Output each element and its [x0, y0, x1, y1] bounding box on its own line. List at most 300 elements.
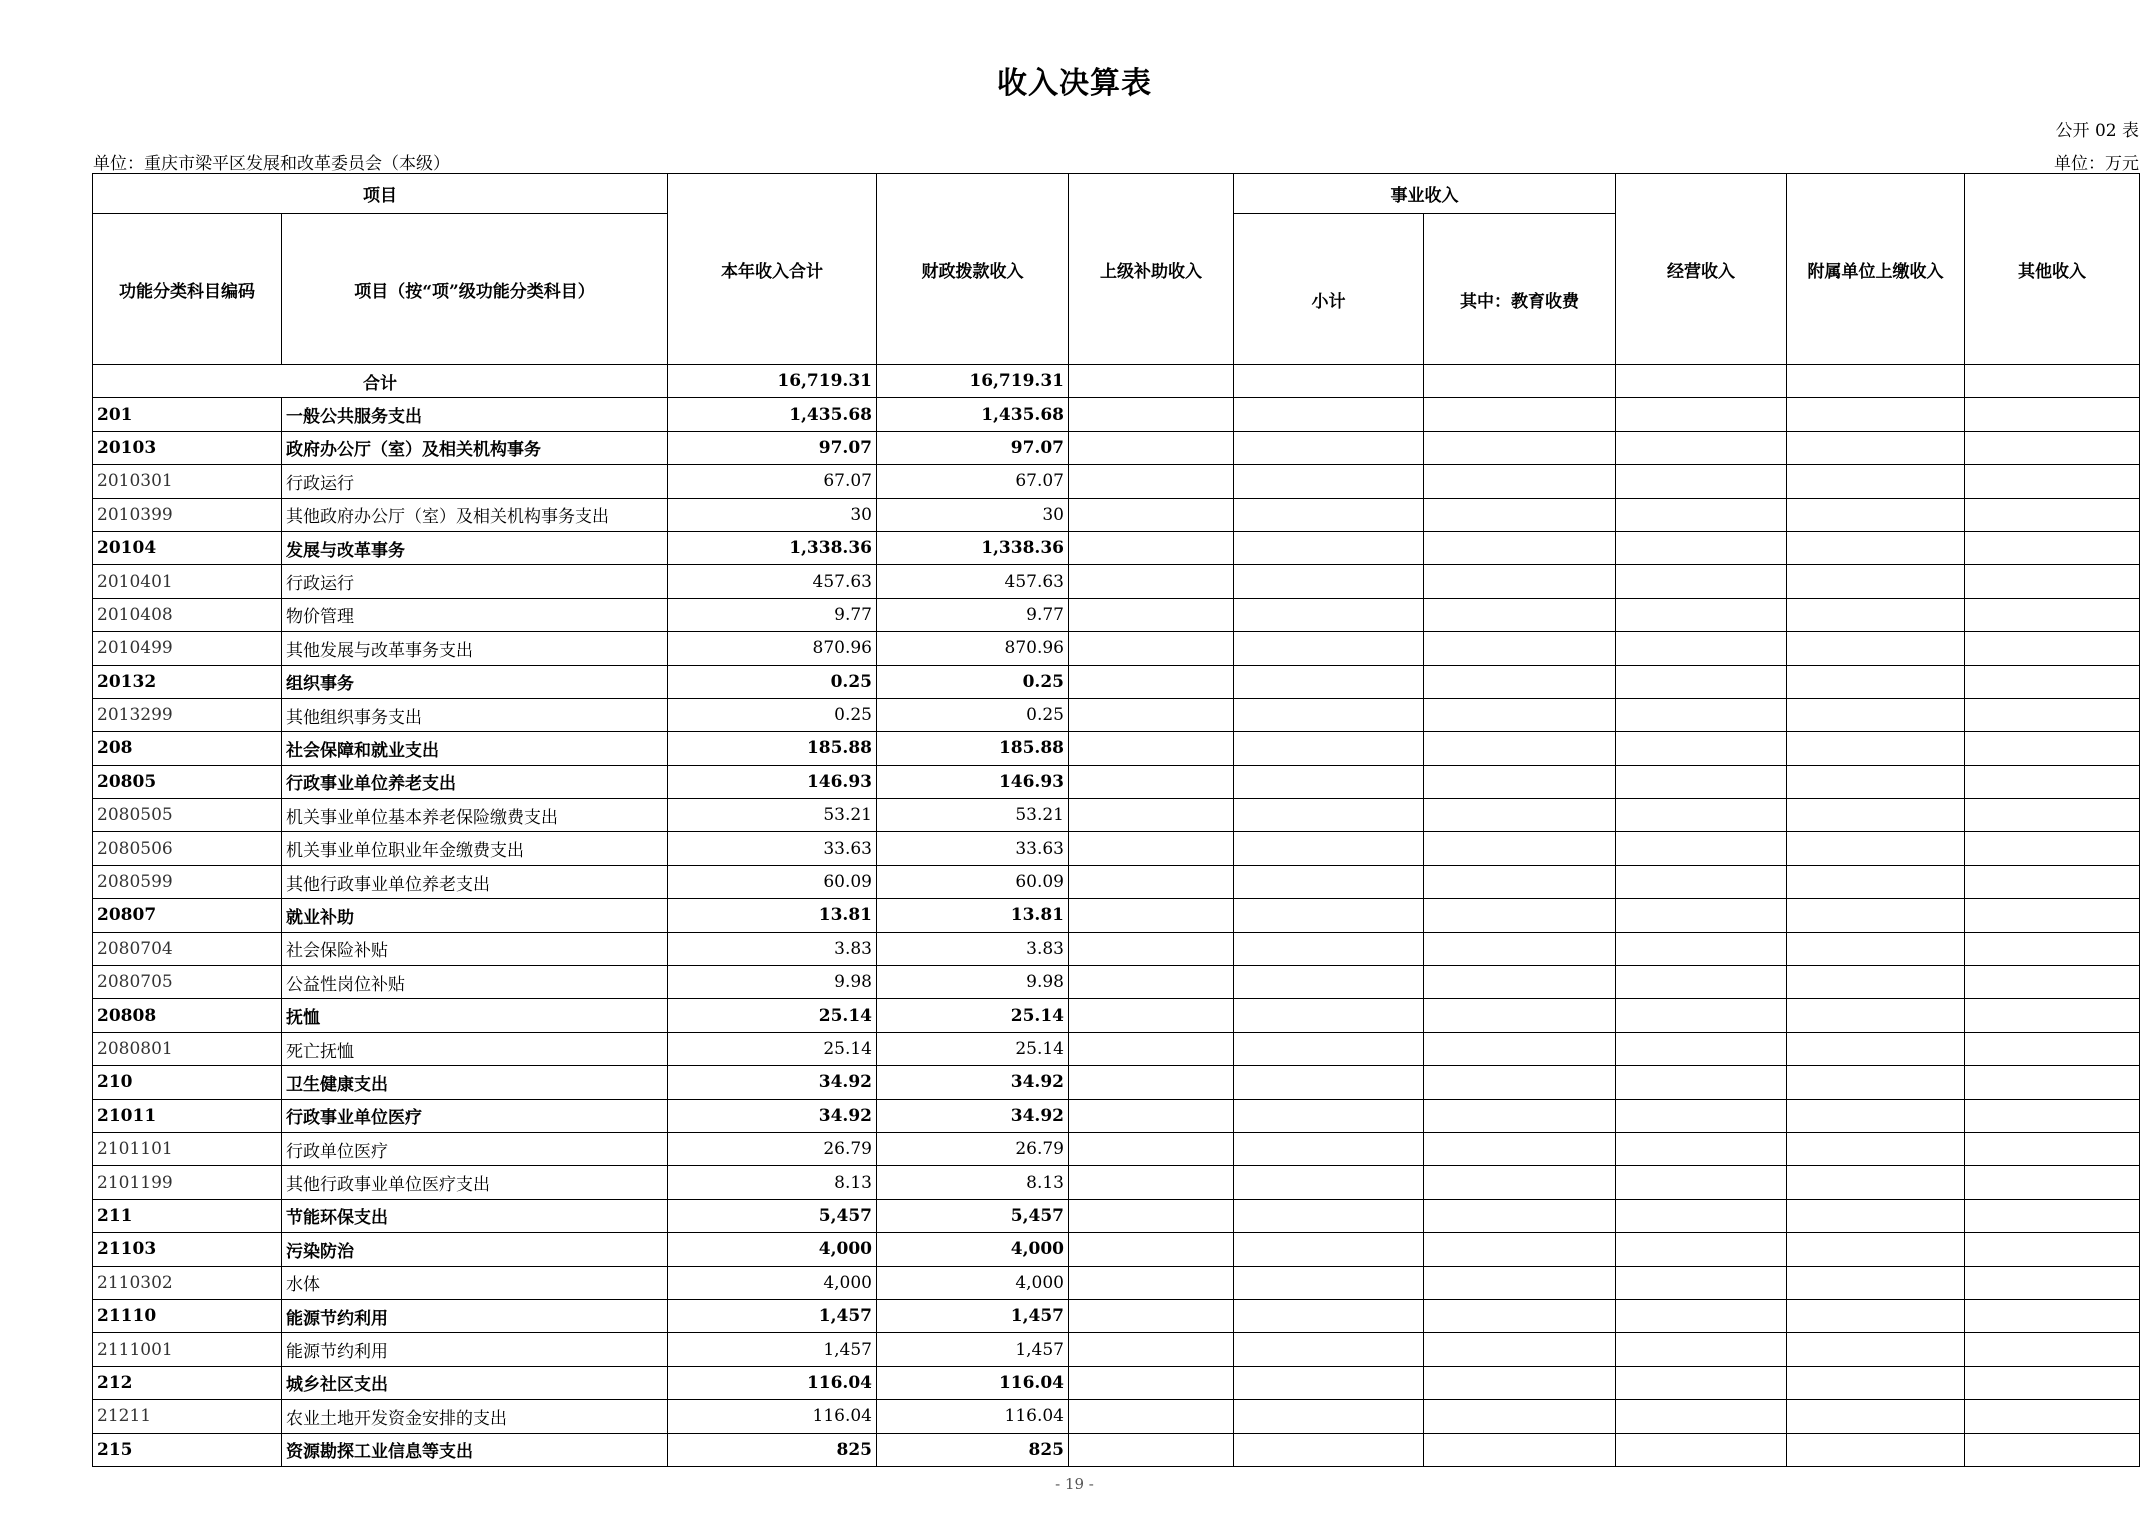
empty-cell	[1234, 632, 1424, 665]
row-name: 其他行政事业单位养老支出	[282, 865, 668, 898]
row-name: 资源勘探工业信息等支出	[282, 1433, 668, 1466]
empty-cell	[1069, 1433, 1234, 1466]
row-fiscal: 5,457	[877, 1199, 1069, 1232]
empty-cell	[1787, 1099, 1965, 1132]
header-education: 其中：教育收费	[1424, 214, 1616, 365]
header-affiliated: 附属单位上缴收入	[1787, 174, 1965, 365]
empty-cell	[1616, 1299, 1787, 1332]
empty-cell	[1965, 966, 2140, 999]
empty-cell	[1787, 498, 1965, 531]
empty-cell	[1424, 498, 1616, 531]
row-total: 13.81	[668, 899, 877, 932]
table-row	[93, 1366, 2140, 1399]
row-total: 33.63	[668, 832, 877, 865]
empty-cell	[1234, 1433, 1424, 1466]
row-total: 34.92	[668, 1099, 877, 1132]
empty-cell	[1965, 1333, 2140, 1366]
row-name: 行政运行	[282, 465, 668, 498]
row-code: 2080704	[93, 932, 282, 965]
row-name: 发展与改革事务	[282, 531, 668, 564]
empty-cell	[1787, 1299, 1965, 1332]
row-total: 3.83	[668, 932, 877, 965]
empty-cell	[1965, 465, 2140, 498]
empty-cell	[1424, 398, 1616, 431]
empty-cell	[1787, 1032, 1965, 1065]
empty-cell	[1424, 465, 1616, 498]
row-fiscal: 116.04	[877, 1366, 1069, 1399]
row-name: 行政事业单位养老支出	[282, 765, 668, 798]
table-row	[93, 431, 2140, 464]
empty-cell	[1424, 966, 1616, 999]
empty-cell	[1424, 1366, 1616, 1399]
empty-cell	[1424, 999, 1616, 1032]
empty-cell	[1069, 1166, 1234, 1199]
table-row	[93, 732, 2140, 765]
empty-cell	[1787, 732, 1965, 765]
row-fiscal: 1,338.36	[877, 531, 1069, 564]
empty-cell	[1234, 932, 1424, 965]
row-name: 行政事业单位医疗	[282, 1099, 668, 1132]
row-code: 201	[93, 398, 282, 431]
empty-cell	[1069, 865, 1234, 898]
empty-cell	[1424, 665, 1616, 698]
total-row	[93, 365, 2140, 398]
table-row	[93, 665, 2140, 698]
row-total: 1,435.68	[668, 398, 877, 431]
row-code: 2010401	[93, 565, 282, 598]
empty-cell	[1424, 598, 1616, 631]
unit-organization: 单位：重庆市梁平区发展和改革委员会（本级）	[93, 154, 450, 174]
empty-cell	[1787, 966, 1965, 999]
header-item-group: 项目	[93, 174, 668, 214]
empty-cell	[1424, 765, 1616, 798]
row-code: 21011	[93, 1099, 282, 1132]
row-fiscal: 34.92	[877, 1066, 1069, 1099]
header-superior: 上级补助收入	[1069, 174, 1234, 365]
row-total: 870.96	[668, 632, 877, 665]
row-code: 2080599	[93, 865, 282, 898]
row-name: 抚恤	[282, 999, 668, 1032]
row-fiscal: 1,435.68	[877, 398, 1069, 431]
row-name: 能源节约利用	[282, 1299, 668, 1332]
row-code: 210	[93, 1066, 282, 1099]
row-fiscal: 9.77	[877, 598, 1069, 631]
empty-cell	[1424, 932, 1616, 965]
empty-cell	[1787, 1266, 1965, 1299]
row-total: 9.98	[668, 966, 877, 999]
empty-cell	[1424, 1166, 1616, 1199]
row-total: 1,338.36	[668, 531, 877, 564]
empty-cell	[1424, 899, 1616, 932]
empty-cell	[1424, 1099, 1616, 1132]
empty-cell	[1069, 1266, 1234, 1299]
empty-cell	[1787, 765, 1965, 798]
empty-cell	[1069, 1099, 1234, 1132]
row-fiscal: 116.04	[877, 1400, 1069, 1433]
empty-cell	[1616, 598, 1787, 631]
empty-cell	[1616, 531, 1787, 564]
table-row	[93, 765, 2140, 798]
row-code: 20132	[93, 665, 282, 698]
empty-cell	[1965, 565, 2140, 598]
empty-cell	[1616, 1099, 1787, 1132]
empty-cell	[1424, 832, 1616, 865]
row-total: 67.07	[668, 465, 877, 498]
empty-cell	[1787, 632, 1965, 665]
row-fiscal: 26.79	[877, 1132, 1069, 1165]
row-fiscal: 34.92	[877, 1099, 1069, 1132]
row-code: 2080801	[93, 1032, 282, 1065]
row-total: 97.07	[668, 431, 877, 464]
row-name: 政府办公厅（室）及相关机构事务	[282, 431, 668, 464]
empty-cell	[1616, 1199, 1787, 1232]
empty-cell	[1069, 632, 1234, 665]
row-code: 21211	[93, 1400, 282, 1433]
empty-cell	[1424, 698, 1616, 731]
empty-cell	[1424, 1333, 1616, 1366]
empty-cell	[1616, 832, 1787, 865]
row-fiscal: 4,000	[877, 1266, 1069, 1299]
empty-cell	[1234, 1066, 1424, 1099]
row-code: 208	[93, 732, 282, 765]
row-total: 0.25	[668, 665, 877, 698]
empty-cell	[1424, 1199, 1616, 1232]
row-code: 2010399	[93, 498, 282, 531]
empty-cell	[1787, 1333, 1965, 1366]
empty-cell	[1965, 698, 2140, 731]
empty-cell	[1787, 1066, 1965, 1099]
empty-cell	[1234, 465, 1424, 498]
row-total: 825	[668, 1433, 877, 1466]
empty-cell	[1787, 799, 1965, 832]
empty-cell	[1069, 565, 1234, 598]
empty-cell	[1069, 799, 1234, 832]
empty-cell	[1616, 665, 1787, 698]
empty-cell	[1616, 732, 1787, 765]
table-row	[93, 832, 2140, 865]
row-fiscal: 185.88	[877, 732, 1069, 765]
row-code: 20103	[93, 431, 282, 464]
row-total: 4,000	[668, 1233, 877, 1266]
row-code: 21110	[93, 1299, 282, 1332]
row-code: 2080705	[93, 966, 282, 999]
row-code: 20808	[93, 999, 282, 1032]
empty-cell	[1424, 531, 1616, 564]
row-name: 其他发展与改革事务支出	[282, 632, 668, 665]
empty-cell	[1616, 1032, 1787, 1065]
empty-cell	[1069, 1333, 1234, 1366]
empty-cell	[1424, 1233, 1616, 1266]
table-row	[93, 1099, 2140, 1132]
empty-cell	[1787, 665, 1965, 698]
row-name: 污染防治	[282, 1233, 668, 1266]
empty-cell	[1069, 966, 1234, 999]
empty-cell	[1787, 431, 1965, 464]
table-row	[93, 1233, 2140, 1266]
row-fiscal: 25.14	[877, 999, 1069, 1032]
row-code: 215	[93, 1433, 282, 1466]
empty-cell	[1965, 1433, 2140, 1466]
table-row	[93, 398, 2140, 431]
empty-cell	[1787, 598, 1965, 631]
empty-cell	[1616, 1433, 1787, 1466]
row-fiscal: 33.63	[877, 832, 1069, 865]
empty-cell	[1234, 799, 1424, 832]
header-other: 其他收入	[1965, 174, 2140, 365]
row-fiscal: 67.07	[877, 465, 1069, 498]
empty-cell	[1234, 598, 1424, 631]
table-row	[93, 1266, 2140, 1299]
empty-cell	[1616, 565, 1787, 598]
row-total: 25.14	[668, 999, 877, 1032]
empty-cell	[1965, 732, 2140, 765]
empty-cell	[1965, 1132, 2140, 1165]
empty-cell	[1965, 665, 2140, 698]
empty-cell	[1965, 832, 2140, 865]
empty-cell	[1965, 1299, 2140, 1332]
empty-cell	[1069, 1132, 1234, 1165]
empty-cell	[1234, 1333, 1424, 1366]
table-row	[93, 1333, 2140, 1366]
row-total: 26.79	[668, 1132, 877, 1165]
income-table	[92, 173, 2140, 1467]
header-subtotal: 小计	[1234, 214, 1424, 365]
row-fiscal: 8.13	[877, 1166, 1069, 1199]
empty-cell	[1965, 431, 2140, 464]
empty-cell	[1424, 1132, 1616, 1165]
empty-cell	[1616, 1233, 1787, 1266]
row-name: 死亡抚恤	[282, 1032, 668, 1065]
empty-cell	[1787, 531, 1965, 564]
row-total: 185.88	[668, 732, 877, 765]
empty-cell	[1616, 865, 1787, 898]
row-code: 21103	[93, 1233, 282, 1266]
empty-cell	[1616, 698, 1787, 731]
empty-cell	[1616, 999, 1787, 1032]
empty-cell	[1616, 465, 1787, 498]
empty-cell	[1069, 732, 1234, 765]
empty-cell	[1787, 1233, 1965, 1266]
page-title: 收入决算表	[997, 66, 1152, 101]
row-fiscal: 0.25	[877, 698, 1069, 731]
table-row	[93, 598, 2140, 631]
row-total: 457.63	[668, 565, 877, 598]
empty-cell	[1616, 431, 1787, 464]
table-row	[93, 899, 2140, 932]
empty-cell	[1234, 1199, 1424, 1232]
row-fiscal: 9.98	[877, 966, 1069, 999]
table-row	[93, 531, 2140, 564]
empty-cell	[1965, 531, 2140, 564]
empty-cell	[1965, 398, 2140, 431]
empty-cell	[1616, 1132, 1787, 1165]
row-total: 5,457	[668, 1199, 877, 1232]
empty-cell	[1965, 1032, 2140, 1065]
empty-cell	[1234, 865, 1424, 898]
row-code: 20807	[93, 899, 282, 932]
row-code: 2110302	[93, 1266, 282, 1299]
empty-cell	[1616, 498, 1787, 531]
empty-cell	[1616, 899, 1787, 932]
empty-cell	[1965, 799, 2140, 832]
empty-cell	[1234, 1099, 1424, 1132]
empty-cell	[1069, 999, 1234, 1032]
header-total: 本年收入合计	[668, 174, 877, 365]
row-fiscal: 146.93	[877, 765, 1069, 798]
row-total: 0.25	[668, 698, 877, 731]
row-code: 20104	[93, 531, 282, 564]
row-name: 其他行政事业单位医疗支出	[282, 1166, 668, 1199]
row-name: 就业补助	[282, 899, 668, 932]
empty-cell	[1787, 1433, 1965, 1466]
table-row	[93, 1400, 2140, 1433]
empty-cell	[1965, 1166, 2140, 1199]
empty-cell	[1965, 1233, 2140, 1266]
table-row	[93, 865, 2140, 898]
empty-cell	[1234, 999, 1424, 1032]
empty-cell	[1069, 932, 1234, 965]
empty-cell	[1787, 398, 1965, 431]
total-label: 合计	[93, 365, 668, 398]
empty-cell	[1787, 932, 1965, 965]
empty-cell	[1234, 966, 1424, 999]
empty-cell	[1234, 1400, 1424, 1433]
row-total: 25.14	[668, 1032, 877, 1065]
empty-cell	[1234, 698, 1424, 731]
row-fiscal: 25.14	[877, 1032, 1069, 1065]
row-total: 1,457	[668, 1299, 877, 1332]
empty-cell	[1234, 498, 1424, 531]
empty-cell	[1616, 1333, 1787, 1366]
empty-cell	[1965, 498, 2140, 531]
row-total: 60.09	[668, 865, 877, 898]
header-name: 项目（按“项”级功能分类科目）	[282, 214, 668, 365]
row-name: 行政单位医疗	[282, 1132, 668, 1165]
row-total: 34.92	[668, 1066, 877, 1099]
empty-cell	[1616, 1166, 1787, 1199]
empty-cell	[1069, 531, 1234, 564]
row-total: 4,000	[668, 1266, 877, 1299]
empty-cell	[1424, 1266, 1616, 1299]
empty-cell	[1234, 1166, 1424, 1199]
row-name: 社会保障和就业支出	[282, 732, 668, 765]
row-name: 一般公共服务支出	[282, 398, 668, 431]
empty-cell	[1069, 1199, 1234, 1232]
table-row	[93, 698, 2140, 731]
row-name: 社会保险补贴	[282, 932, 668, 965]
empty-cell	[1787, 465, 1965, 498]
row-total: 30	[668, 498, 877, 531]
row-name: 机关事业单位基本养老保险缴费支出	[282, 799, 668, 832]
row-name: 其他政府办公厅（室）及相关机构事务支出	[282, 498, 668, 531]
row-code: 2101199	[93, 1166, 282, 1199]
unit-currency: 单位：万元	[2054, 154, 2139, 174]
row-name: 节能环保支出	[282, 1199, 668, 1232]
empty-cell	[1965, 1199, 2140, 1232]
empty-cell	[1616, 1366, 1787, 1399]
empty-cell	[1069, 1066, 1234, 1099]
empty-cell	[1965, 932, 2140, 965]
row-code: 212	[93, 1366, 282, 1399]
empty-cell	[1787, 698, 1965, 731]
empty-cell	[1787, 865, 1965, 898]
row-fiscal: 3.83	[877, 932, 1069, 965]
empty-cell	[1424, 565, 1616, 598]
empty-cell	[1787, 1166, 1965, 1199]
empty-cell	[1424, 1032, 1616, 1065]
empty-cell	[1965, 1099, 2140, 1132]
empty-cell	[1965, 899, 2140, 932]
table-row	[93, 632, 2140, 665]
empty-cell	[1234, 765, 1424, 798]
row-total: 8.13	[668, 1166, 877, 1199]
row-name: 卫生健康支出	[282, 1066, 668, 1099]
empty-cell	[1234, 899, 1424, 932]
row-name: 物价管理	[282, 598, 668, 631]
empty-cell	[1965, 999, 2140, 1032]
empty-cell	[1616, 632, 1787, 665]
empty-cell	[1424, 632, 1616, 665]
empty-cell	[1965, 632, 2140, 665]
table-row	[93, 1199, 2140, 1232]
row-fiscal: 30	[877, 498, 1069, 531]
header-code: 功能分类科目编码	[93, 214, 282, 365]
empty-cell	[1234, 832, 1424, 865]
table-row	[93, 1066, 2140, 1099]
form-number: 公开 02 表	[2055, 121, 2139, 141]
table-row	[93, 932, 2140, 965]
empty-cell	[1069, 665, 1234, 698]
empty-cell	[1069, 1299, 1234, 1332]
row-code: 2010301	[93, 465, 282, 498]
empty-cell	[1234, 1366, 1424, 1399]
empty-cell	[1234, 1132, 1424, 1165]
empty-cell	[1069, 765, 1234, 798]
empty-cell	[1616, 1400, 1787, 1433]
table-row	[93, 1433, 2140, 1466]
empty-cell	[1616, 799, 1787, 832]
row-total: 9.77	[668, 598, 877, 631]
row-code: 2111001	[93, 1333, 282, 1366]
empty-cell	[1424, 865, 1616, 898]
row-fiscal: 0.25	[877, 665, 1069, 698]
empty-cell	[1787, 1199, 1965, 1232]
empty-cell	[1069, 1366, 1234, 1399]
empty-cell	[1965, 598, 2140, 631]
row-fiscal: 60.09	[877, 865, 1069, 898]
row-name: 农业土地开发资金安排的支出	[282, 1400, 668, 1433]
table-row	[93, 1299, 2140, 1332]
empty-cell	[1616, 398, 1787, 431]
empty-cell	[1069, 1233, 1234, 1266]
empty-cell	[1787, 832, 1965, 865]
row-fiscal: 4,000	[877, 1233, 1069, 1266]
table-row	[93, 1166, 2140, 1199]
empty-cell	[1787, 565, 1965, 598]
empty-cell	[1616, 1066, 1787, 1099]
empty-cell	[1069, 1400, 1234, 1433]
row-fiscal: 825	[877, 1433, 1069, 1466]
empty-cell	[1616, 932, 1787, 965]
row-code: 2013299	[93, 698, 282, 731]
table-row	[93, 1032, 2140, 1065]
row-code: 2010408	[93, 598, 282, 631]
row-total: 116.04	[668, 1400, 877, 1433]
table-row	[93, 999, 2140, 1032]
empty-cell	[1424, 1400, 1616, 1433]
header-operating: 经营收入	[1616, 174, 1787, 365]
row-name: 组织事务	[282, 665, 668, 698]
